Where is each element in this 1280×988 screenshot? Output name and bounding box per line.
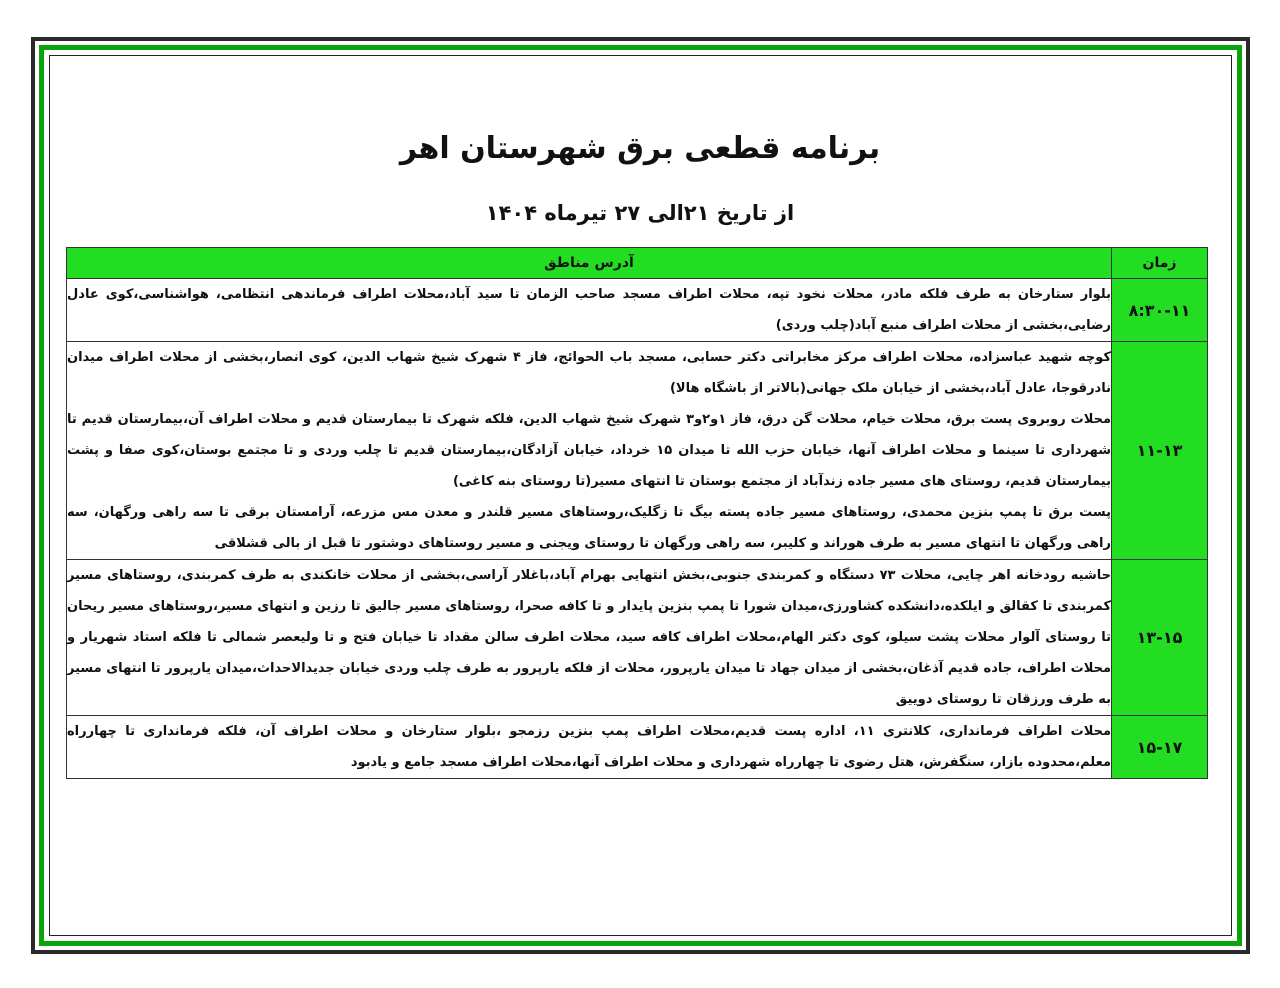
area-paragraph: بلوار ستارخان به طرف فلکه مادر، محلات نخود تپه، محلات اطراف مسجد صاحب الزمان تا سید آباد،محلات اطراف فرماندهی انتظامی، هواشناسی،کوی عادل رضایی،بخشی از محلات اطراف منبع آباد(چلب وردی): [67, 287, 1111, 333]
outage-schedule-table: [66, 247, 1208, 779]
table-row: [67, 560, 1208, 716]
area-cell: [67, 279, 1112, 342]
area-paragraph: محلات اطراف فرمانداری، کلانتری ۱۱، اداره پست قدیم،محلات اطراف پمپ بنزین رزمجو ،بلوار ستارخان و محلات اطراف آن، فلکه فرمانداری تا چهارراه معلم،محدوده بازار، سنگفرش، هتل رضوی تا چهارراه شهرداری و محلات اطراف آنها،محلات اطراف مسجد جامع و یادبود: [67, 724, 1111, 770]
area-cell: [67, 560, 1112, 716]
area-paragraph: محلات روبروی پست برق، محلات خیام، محلات گن درق، فاز ۱و۲و۳ شهرک شیخ شهاب الدین، فلکه شهرک تا بیمارستان قدیم و محلات اطراف آن،بیمارستان قدیم تا شهرداری تا سینما و محلات اطراف آنها، خیابان حزب الله تا میدان ۱۵ خرداد، خیابان آزادگان،بیمارستان قدیم تا چلب وردی و تا مجتمع بوستان،کوی صفا و پشت بیمارستان قدیم، روستای های مسیر جاده زندآباد از مجتمع بوستان تا انتهای مسیر(تا روستای بنه کاغی): [67, 412, 1112, 489]
area-cell: [67, 342, 1112, 560]
time-slot-cell: ۱۵-۱۷: [1112, 716, 1208, 779]
time-slot-cell: ۱۱-۱۳: [1112, 342, 1208, 560]
area-cell: [67, 716, 1112, 779]
area-paragraph: حاشیه رودخانه اهر چایی، محلات ۷۳ دستگاه و کمربندی جنوبی،بخش انتهایی بهرام آباد،باغلار آراسی،بخشی از محلات خانکندی به طرف کمربندی، روستاهای مسیر کمربندی تا کقالق و ایلکده،دانشکده کشاورزی،میدان شورا تا پمپ بنزین پایدار و تا کافه صحرا، روستاهای مسیر جالیق تا رزین و انتهای مسیر،روستاهای مسیر ریحان تا روستای آلوار محلات پشت سیلو، کوی دکتر الهام،محلات اطراف کافه سید، محلات اطرف سالن مقداد تا خیابان فتح و تا ولیعصر شمالی تا فلکه استاد شهریار و محلات اطراف، جاده قدیم آذغان،بخشی از میدان جهاد تا میدان یارپرور، محلات از فلکه یارپرور به طرف چلب وردی خیابان جدیدالاحداث،میدان یارپرور تا انتهای مسیر به طرف ورزقان تا روستای دوییق: [67, 568, 1111, 707]
page-subtitle: از تاریخ ۲۱الی ۲۷ تیرماه ۱۴۰۴: [485, 201, 795, 225]
table-row: [67, 342, 1208, 560]
table-row: [67, 716, 1208, 779]
area-column-header: آدرس مناطق: [67, 248, 1112, 279]
table-row: [67, 279, 1208, 342]
time-slot-cell: ۱۳-۱۵: [1112, 560, 1208, 716]
area-paragraph: پست برق تا پمپ بنزین محمدی، روستاهای مسیر جاده پسته بیگ تا زگلیک،روستاهای مسیر قلندر و معدن مس مزرعه، آرامستان برقی تا سه راهی ورگهان، سه راهی ورگهان تا انتهای مسیر به طرف هوراند و کلیبر، سه راهی ورگهان تا روستای ویجنی و مسیر روستاهای دوشتور تا قبل از بالی قشلاقی: [67, 505, 1111, 551]
time-column-header: زمان: [1112, 248, 1208, 279]
page-title: برنامه قطعی برق شهرستان اهر: [399, 131, 881, 166]
area-paragraph: کوچه شهید عباسزاده، محلات اطراف مرکز مخابراتی دکتر حسابی، مسجد باب الحوائج، فاز ۴ شهرک شیخ شهاب الدین، کوی انصار،بخشی از محلات اطراف میدان نادرقوجا، عادل آباد،بخشی از خیابان ملک جهانی(بالاتر از باشگاه هالا): [67, 350, 1112, 396]
table-header-row: [67, 248, 1208, 279]
time-slot-cell: ۸:۳۰-۱۱: [1112, 279, 1208, 342]
